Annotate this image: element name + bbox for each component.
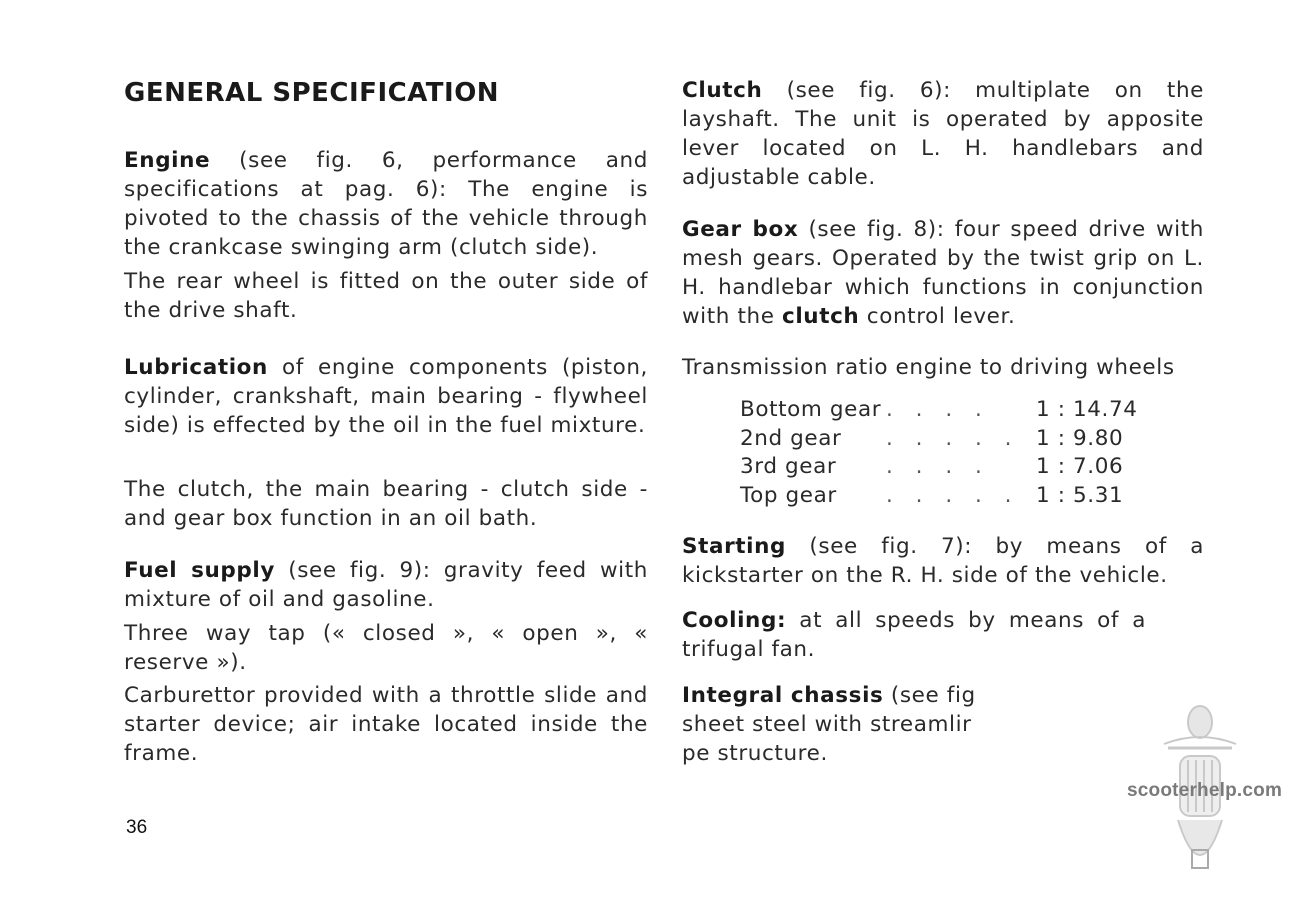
fuel-label: Fuel supply	[124, 558, 275, 583]
fuel-paragraph	[124, 556, 648, 614]
ratio-row	[740, 482, 1160, 511]
engine-paragraph	[124, 146, 648, 262]
gear-name: 3rd gear	[740, 454, 837, 479]
lubrication-text: of engine components (piston, cylinder, crankshaft, main bearing - flywheel side) is effected by the oil in the fuel mixture.	[124, 355, 648, 438]
transmission-heading: Transmission ratio engine to driving wheels	[682, 355, 1175, 380]
gear-ratio: 1 : 9.80	[1036, 425, 1124, 451]
fuel-paragraph-3: Carburettor provided with a throttle slide and starter device; air intake located inside the frame.	[124, 683, 648, 766]
gearbox-clutch-word: clutch	[781, 304, 860, 329]
chassis-paragraph	[682, 681, 988, 768]
watermark-text: scooterhelp.com	[1127, 780, 1283, 801]
cooling-paragraph	[682, 606, 1146, 664]
leader-dots: . . . .	[886, 454, 990, 479]
engine-label: Engine	[124, 148, 211, 173]
ratio-row	[740, 453, 1160, 482]
fuel-text: (see fig. 9): gravity feed with mixture of oil and gasoline.	[124, 558, 648, 612]
starting-text: (see fig. 7): by means of a kickstarter on the R. H. side of the vehicle.	[682, 534, 1205, 588]
chassis-label: Integral chassis	[682, 683, 884, 708]
gearbox-text-end: control lever.	[866, 304, 1016, 329]
chassis-text: (see fig sheet steel with streamlir pe structure.	[682, 683, 976, 766]
gear-ratio: 1 : 7.06	[1036, 454, 1124, 479]
gearbox-label: Gear box	[682, 217, 799, 242]
lubrication-paragraph-2: The clutch, the main bearing - clutch side - and gear box function in an oil bath.	[124, 477, 648, 531]
page-number: 36	[126, 817, 148, 838]
fuel-paragraph-2: Three way tap (« closed », « open », « reserve »).	[124, 621, 648, 675]
lubrication-label: Lubrication	[124, 355, 268, 380]
ratio-row	[740, 396, 1160, 425]
page-title: GENERAL SPECIFICATION	[124, 78, 500, 108]
gear-ratio: 1 : 5.31	[1036, 482, 1124, 508]
cooling-label: Cooling:	[682, 608, 787, 633]
ratio-row	[740, 425, 1160, 454]
clutch-text: (see fig. 6): multiplate on the layshaft. The unit is operated by apposite lever located on L. H. handlebars and adjustable cable.	[682, 78, 1204, 190]
transmission-ratio-table	[740, 396, 1160, 510]
leader-dots: . . . . .	[886, 425, 1020, 451]
gearbox-paragraph	[682, 215, 1204, 331]
gear-name: 2nd gear	[740, 425, 842, 451]
engine-paragraph-2: The rear wheel is fitted on the outer side of the drive shaft.	[124, 269, 648, 323]
engine-text: (see fig. 6, performance and specifications at pag. 6): The engine is pivoted to the chassis of the vehicle through the crankcase swinging arm (clutch side).	[124, 148, 648, 260]
clutch-paragraph	[682, 76, 1204, 192]
gear-ratio: 1 : 14.74	[1036, 397, 1138, 422]
clutch-label: Clutch	[682, 78, 763, 103]
leader-dots: . . . .	[886, 397, 990, 422]
leader-dots: . . . . .	[886, 482, 1020, 508]
starting-label: Starting	[682, 534, 787, 559]
starting-paragraph	[682, 532, 1204, 590]
gear-name: Top gear	[740, 482, 837, 508]
lubrication-paragraph	[124, 353, 648, 440]
cooling-text: at all speeds by means of a trifugal fan.	[682, 608, 1147, 662]
gear-name: Bottom gear	[740, 397, 882, 422]
gearbox-text: (see fig. 8): four speed drive with mesh gears. Operated by the twist grip on L. H. handlebar which functions in conjunction with the	[682, 217, 1204, 329]
